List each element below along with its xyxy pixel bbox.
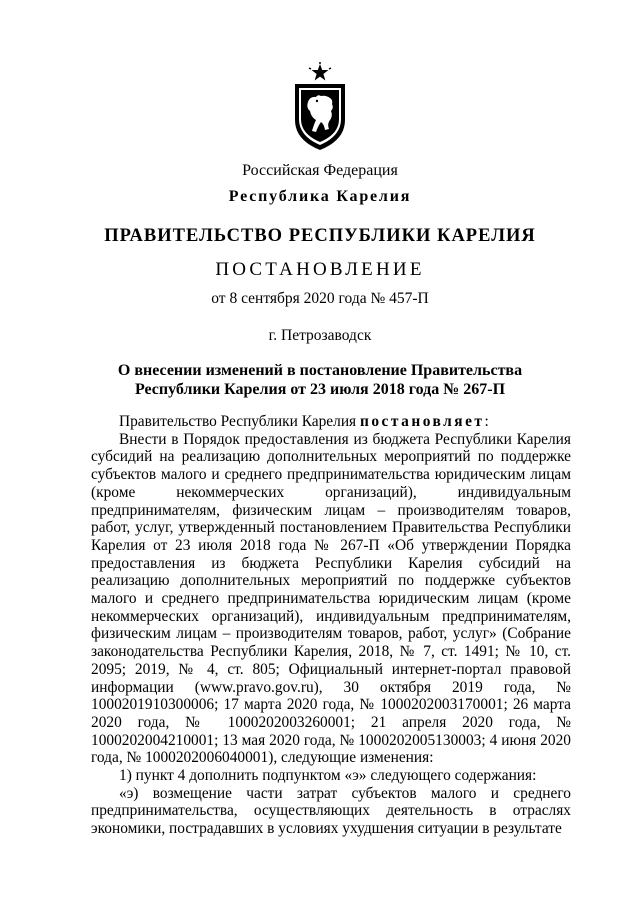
- document-title: [0, 361, 640, 399]
- amendment-item-e: «э) возмещение части затрат субъектов малого и среднего предпринимательства, осуществляющих деятельность в отраслях экономики, пострадавших в условиях ухудшения ситуации в результате: [91, 784, 571, 838]
- document-body: [91, 413, 571, 838]
- government-heading: ПРАВИТЕЛЬСТВО РЕСПУБЛИКИ КАРЕЛИЯ: [104, 226, 536, 246]
- title-line-1: О внесении изменений в постановление Правительства: [117, 362, 523, 379]
- resolution-intro: [91, 413, 571, 431]
- document-type: ПОСТАНОВЛЕНИЕ: [215, 259, 425, 280]
- title-line-2: Республики Карелия от 23 июля 2018 года № 267-П: [134, 381, 506, 398]
- republic-name: Республика Карелия: [228, 188, 412, 205]
- document-city: г. Петрозаводск: [268, 327, 372, 344]
- country-name: Российская Федерация: [242, 162, 398, 179]
- amendment-paragraph: Внести в Порядок предоставления из бюджета Республики Карелия субсидий на реализацию дополнительных мероприятий по поддержке субъектов малого и среднего предпринимательства юридическим лицам (кроме некоммерческих организаций), индивидуальным предпринимателям, физическим лицам – производителям товаров, работ, услуг, утвержденный постановлением Правительства Республики Карелия от 23 июля 2018 года № 267-П «Об утверждении Порядка предоставления из бюджета Республики Карелия субсидий на реализацию дополнительных мероприятий по поддержке субъектов малого и среднего предпринимательства юридическим лицам (кроме некоммерческих организаций), индивидуальным предпринимателям, физическим лицам – производителям товаров, работ, услуг» (Собрание законодательства Республики Карелия, 2018, № 7, ст. 1491; № 10, ст. 2095; 2019, № 4, ст. 805; Официальный интернет-портал правовой информации (www.pravo.gov.ru), 30 октября 2019 года, № 1000201910300006; 17 марта 2020 года, № 1000202003170001; 26 марта 2020 года, № 1000202003260001; 21 апреля 2020 года, № 1000202004210001; 13 мая 2020 года, № 1000202005130003; 4 июня 2020 года, № 1000202006040001), следующие изменения:: [91, 430, 571, 767]
- karelia-coat-of-arms-emblem: [290, 62, 350, 152]
- resolves-word: постановляет: [359, 413, 485, 430]
- amendment-item-1: 1) пункт 4 дополнить подпунктом «э» следующего содержания:: [119, 767, 537, 785]
- intro-colon: :: [484, 413, 489, 430]
- intro-text: Правительство Республики Карелия: [119, 413, 360, 430]
- document-date-number: от 8 сентября 2020 года № 457-П: [211, 290, 429, 307]
